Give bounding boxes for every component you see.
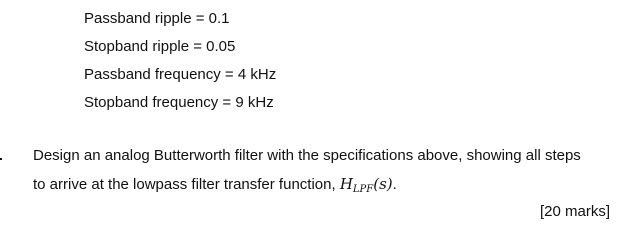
question-text xyxy=(33,141,633,199)
bullet-marker xyxy=(0,158,2,160)
marks-label: [20 marks] xyxy=(539,203,610,220)
sentence-period: . xyxy=(392,176,397,193)
spec-passband-ripple: Passband ripple = 0.1 xyxy=(84,10,230,27)
spec-passband-frequency: Passband frequency = 4 kHz xyxy=(84,66,277,83)
question-line-2 xyxy=(33,170,633,199)
transfer-function-argument: (s) xyxy=(373,175,393,193)
spec-stopband-frequency: Stopband frequency = 9 kHz xyxy=(84,94,274,111)
question-line-2-text: to arrive at the lowpass filter transfer function, xyxy=(33,176,340,193)
transfer-function-symbol: $H_{LPF}(s)$ xyxy=(339,175,393,195)
question-line-1: Design an analog Butterworth filter with the specifications above, showing all steps xyxy=(33,147,581,164)
specification-list xyxy=(84,5,276,117)
spec-stopband-ripple: Stopband ripple = 0.05 xyxy=(84,38,236,55)
transfer-function-subscript: LPF xyxy=(352,184,374,195)
